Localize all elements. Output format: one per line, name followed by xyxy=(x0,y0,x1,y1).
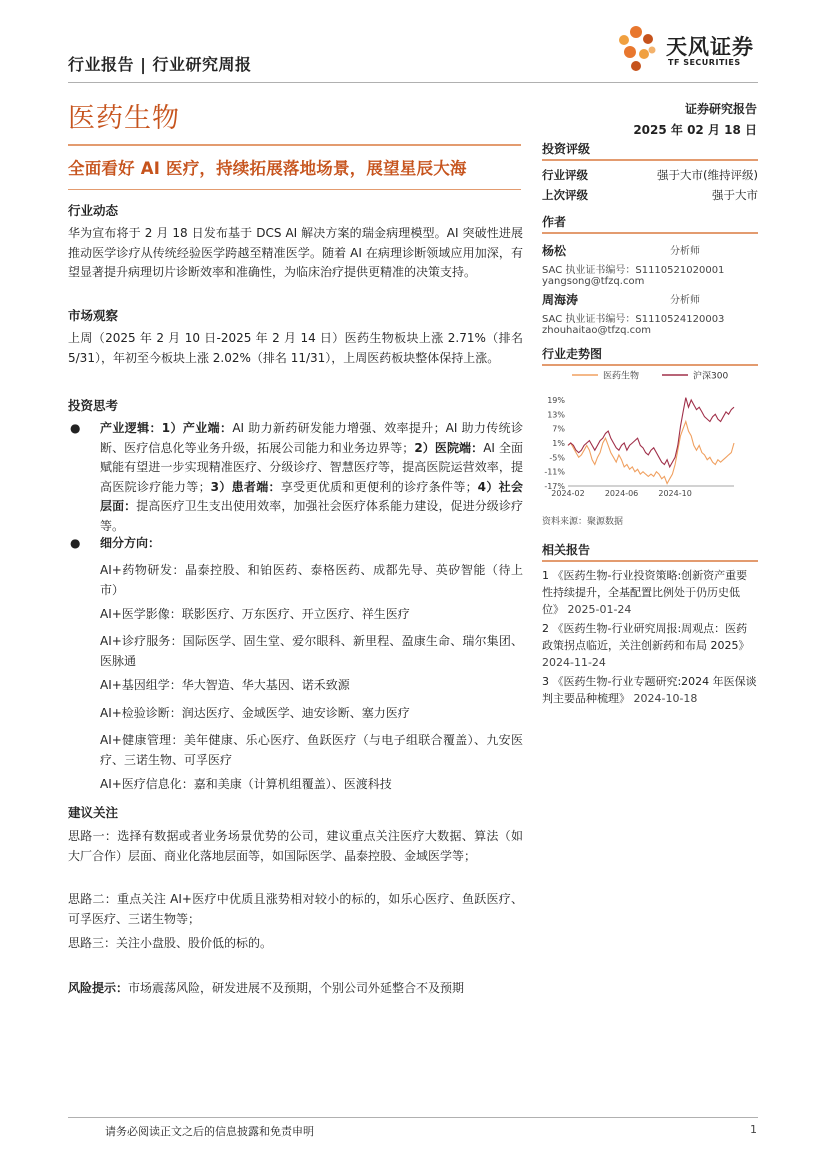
rating-row xyxy=(542,187,758,203)
bullet-icon: ● xyxy=(70,536,81,550)
x-tick-label: 2024-06 xyxy=(604,489,639,498)
industry-logic-text xyxy=(100,419,523,536)
main-title: 全面看好 AI 医疗，持续拓展落地场景，展望星辰大海 xyxy=(68,159,467,178)
page-number: 1 xyxy=(750,1123,757,1136)
related-heading: 相关报告 xyxy=(542,541,758,562)
author-email[interactable]: yangsong@tfzq.com xyxy=(542,276,645,287)
author-line xyxy=(542,242,758,259)
risk-text: 市场震荡风险，研发进展不及预期，个别公司外延整合不及预期 xyxy=(128,981,465,995)
rating-value: 强于大市(维持评级) xyxy=(657,168,758,182)
industry-title: 医药生物 xyxy=(68,103,180,134)
header-divider xyxy=(68,82,758,83)
section-heading-thinking: 投资思考 xyxy=(68,398,119,413)
author-cert: SAC 执业证书编号：S1110524120003 xyxy=(542,314,725,325)
direction-item: AI+检验诊断：润达医疗、金域医学、迪安诊断、塞力医疗 xyxy=(100,706,410,720)
rating-heading: 投资评级 xyxy=(542,140,758,161)
logic-heading: 2）医院端： xyxy=(414,440,484,455)
related-report-title[interactable]: 3 《医药生物-行业专题研究:2024 年医保谈判主要品种梳理》 xyxy=(542,675,757,705)
y-tick-label: 19% xyxy=(547,396,565,405)
x-tick-label: 2024-10 xyxy=(658,489,692,498)
title-rule-bottom xyxy=(68,189,521,190)
logic-text: 享受更优质和更便利的诊疗条件等； xyxy=(280,479,478,494)
logic-text: 提高医疗卫生支出使用效率，加强社会医疗体系能力建设，促进分级诊疗等。 xyxy=(100,499,523,533)
trend-panel xyxy=(542,345,758,366)
direction-item: AI+诊疗服务：国际医学、固生堂、爱尔眼科、新里程、盈康生命、瑞尔集团、医脉通 xyxy=(100,634,523,668)
logic-heading: 4）社会层面： xyxy=(100,479,523,513)
related-report[interactable] xyxy=(542,620,758,671)
author-block xyxy=(542,291,758,336)
rating-row xyxy=(542,167,758,183)
rating-label: 行业评级 xyxy=(542,168,588,182)
author-block xyxy=(542,242,758,287)
suggest-item: 思路一：选择有数据或者业务场景优势的公司，建议重点关注医疗大数据、算法（如大厂合作）层面、商业化落地层面等，如国际医学、晶泰控股、金域医学等； xyxy=(68,829,523,863)
disclaimer-link[interactable]: 请务必阅读正文之后的信息披露和免责申明 xyxy=(105,1125,314,1138)
related-report-date: 2024-11-24 xyxy=(542,656,606,669)
related-panel xyxy=(542,541,758,707)
y-tick-label: -11% xyxy=(544,467,565,477)
suggest-item: 思路二：重点关注 AI+医疗中优质且涨势相对较小的标的，如乐心医疗、鱼跃医疗、可孚医疗、三诺生物等； xyxy=(68,892,523,926)
related-report-title[interactable]: 2 《医药生物-行业研究周报:周观点：医药政策拐点临近，关注创新药和布局 2025》 xyxy=(542,622,750,652)
related-report-title[interactable]: 1 《医药生物-行业投资策略:创新资产重要性持续提升，全基配置比例处于仍历史低位》 xyxy=(542,569,748,616)
rating-value: 强于大市 xyxy=(712,188,758,202)
author-email[interactable]: zhouhaitao@tfzq.com xyxy=(542,325,652,336)
series-line-csi300 xyxy=(568,398,734,467)
logo-text: 天风证券 xyxy=(666,35,754,59)
logic-heading: 产业逻辑：1）产业端： xyxy=(100,421,233,435)
section-heading-market: 市场观察 xyxy=(68,308,119,323)
authors-heading: 作者 xyxy=(542,213,758,234)
x-tick-label: 2024-02 xyxy=(551,489,585,498)
bullet-icon: ● xyxy=(70,421,81,435)
rating-label: 上次评级 xyxy=(542,188,588,202)
y-tick-label: 1% xyxy=(552,439,565,448)
author-role: 分析师 xyxy=(670,246,700,257)
logic-text: AI 全面赋能有望进一步实现精准医疗、分级诊疗、智慧医疗等，提高医院运营效率，提高医院诊疗能力等； xyxy=(100,440,523,494)
legend-label: 医药生物 xyxy=(603,371,640,382)
direction-item: AI+医学影像：联影医疗、万东医疗、开立医疗、祥生医疗 xyxy=(100,607,410,621)
report-type: 证券研究报告 xyxy=(684,102,757,116)
market-text: 上周（2025 年 2 月 10 日-2025 年 2 月 14 日）医药生物板块上涨 2.71%（排名 5/31），年初至今板块上涨 2.02%（排名 11/31），上周医药板块整体保持上涨。 xyxy=(68,331,523,365)
chart-source: 资料来源：聚源数据 xyxy=(542,517,624,527)
tf-logo-icon xyxy=(612,22,664,74)
related-report[interactable] xyxy=(542,673,758,707)
series-line-pharma xyxy=(568,422,734,484)
title-rule-top xyxy=(68,144,521,146)
report-category: 行业报告 | 行业研究周报 xyxy=(68,55,252,74)
related-report[interactable] xyxy=(542,567,758,618)
section-heading-suggest: 建议关注 xyxy=(68,805,119,820)
logic-text: AI 助力新药研发能力增强、效率提升；AI 助力传统诊断、医疗信息化等业务升级，拓展公司能力和业务边界等； xyxy=(100,421,523,455)
author-name: 周海涛 xyxy=(542,293,579,307)
risk-label: 风险提示： xyxy=(68,981,129,995)
author-role: 分析师 xyxy=(670,295,700,306)
footer-divider xyxy=(68,1117,758,1118)
logic-heading: 3）患者端： xyxy=(210,479,281,494)
authors-panel xyxy=(542,213,758,336)
industry-trend-chart xyxy=(542,366,758,500)
y-tick-label: 13% xyxy=(547,410,565,420)
y-tick-label: -5% xyxy=(549,453,565,463)
direction-item: AI+药物研发：晶泰控股、和铂医药、泰格医药、成都先导、英矽智能（待上市） xyxy=(100,563,523,597)
y-tick-label: 7% xyxy=(552,424,565,434)
related-report-date: 2025-01-24 xyxy=(567,603,632,616)
rating-panel xyxy=(542,140,758,203)
author-line xyxy=(542,291,758,308)
dynamics-text: 华为宣布将于 2 月 18 日发布基于 DCS AI 解决方案的瑞金病理模型。AI 突破性进展推动医学诊疗从传统经验医学跨越至精准医学。随着 AI 在病理诊断领域应用加深，有望显著提升病理切片诊断效率和准确性，为临床治疗提供更精准的决策支持。 xyxy=(68,226,523,279)
directions-heading: 细分方向： xyxy=(100,536,161,550)
author-cert: SAC 执业证书编号：S1110521020001 xyxy=(542,265,725,276)
y-tick-label: -17% xyxy=(544,482,565,491)
suggest-item: 思路三：关注小盘股、股价低的标的。 xyxy=(68,936,273,950)
trend-heading: 行业走势图 xyxy=(542,345,758,366)
direction-item: AI+基因组学：华大智造、华大基因、诺禾致源 xyxy=(100,678,350,692)
risk-warning xyxy=(68,979,523,999)
author-name: 杨松 xyxy=(542,244,567,258)
logo-english: TF SECURITIES xyxy=(668,58,741,67)
direction-item: AI+医疗信息化：嘉和美康（计算机组覆盖）、医渡科技 xyxy=(100,777,392,791)
related-report-date: 2024-10-18 xyxy=(633,692,698,705)
legend-label: 沪深300 xyxy=(693,371,729,382)
direction-item: AI+健康管理：美年健康、乐心医疗、鱼跃医疗（与电子组联合覆盖）、九安医疗、三诺生物、可孚医疗 xyxy=(100,733,523,767)
section-heading-dynamics: 行业动态 xyxy=(68,203,119,218)
report-date: 2025 年 02 月 18 日 xyxy=(633,123,757,137)
